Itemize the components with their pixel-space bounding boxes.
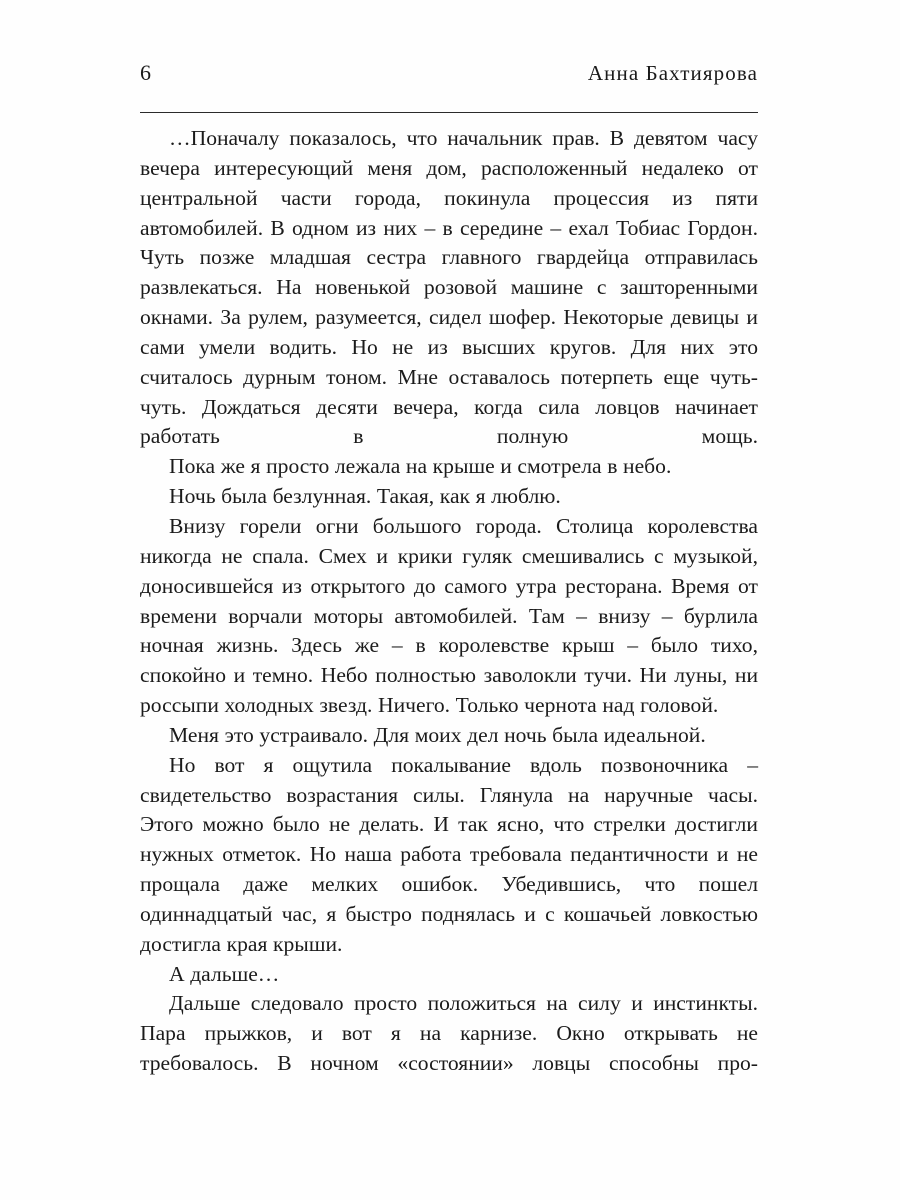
paragraph: Дальше следовало просто положиться на силу и инстинкты. Пара прыжков, и вот я на карнизе. Окно открывать не требовалось. В ночном «состоянии» ловцы способны про- (140, 991, 758, 1076)
page-number: 6 (140, 60, 152, 85)
paragraph: Меня это устраивало. Для моих дел ночь была идеальной. (169, 722, 706, 747)
paragraph: А дальше… (169, 961, 280, 986)
paragraph: Внизу горели огни большого города. Столица королевства никогда не спала. Смех и крики гуляк смешивались с музыкой, доносившейся из открытого до самого утра ресторана. Время от времени ворчали моторы автомобилей. Там – внизу – бурлила ночная жизнь. Здесь же – в королевстве крыш – было тихо, спокойно и темно. Небо полностью заволокли тучи. Ни луны, ни россыпи холодных звезд. Ничего. Только чернота над головой. (140, 513, 758, 718)
author-name: Анна Бахтиярова (587, 61, 758, 85)
paragraph: Пока же я просто лежала на крыше и смотрела в небо. (169, 454, 672, 479)
running-head (140, 62, 758, 84)
header-divider (140, 112, 758, 113)
paragraph: …Поначалу показалось, что начальник прав. В девятом часу вечера интересующий меня дом, расположенный недалеко от центральной части города, покинула процессия из пяти автомобилей. В одном из них – в середине – ехал Тобиас Гордон. Чуть позже младшая сестра главного гвардейца отправилась развлекаться. На новенькой розовой машине с зашторенными окнами. За рулем, разумеется, сидел шофер. Некоторые девицы и сами умели водить. Но не из высших кругов. Для них это считалось дурным тоном. Мне оставалось потерпеть еще чуть-чуть. Дождаться десяти вечера, когда сила ловцов начинает работать в полную мощь. (140, 126, 758, 449)
paragraph: Но вот я ощутила покалывание вдоль позвоночника – свидетельство возрастания силы. Глянула на наручные часы. Этого можно было не делать. И так ясно, что стрелки достигли нужных отметок. Но наша работа требовала педантичности и не прощала даже мелких ошибок. Убедившись, что пошел одиннадцатый час, я быстро поднялась и с кошачьей ловкостью достигла края крыши. (140, 752, 758, 956)
body-text (140, 124, 758, 1079)
paragraph: Ночь была безлунная. Такая, как я люблю. (169, 484, 561, 509)
